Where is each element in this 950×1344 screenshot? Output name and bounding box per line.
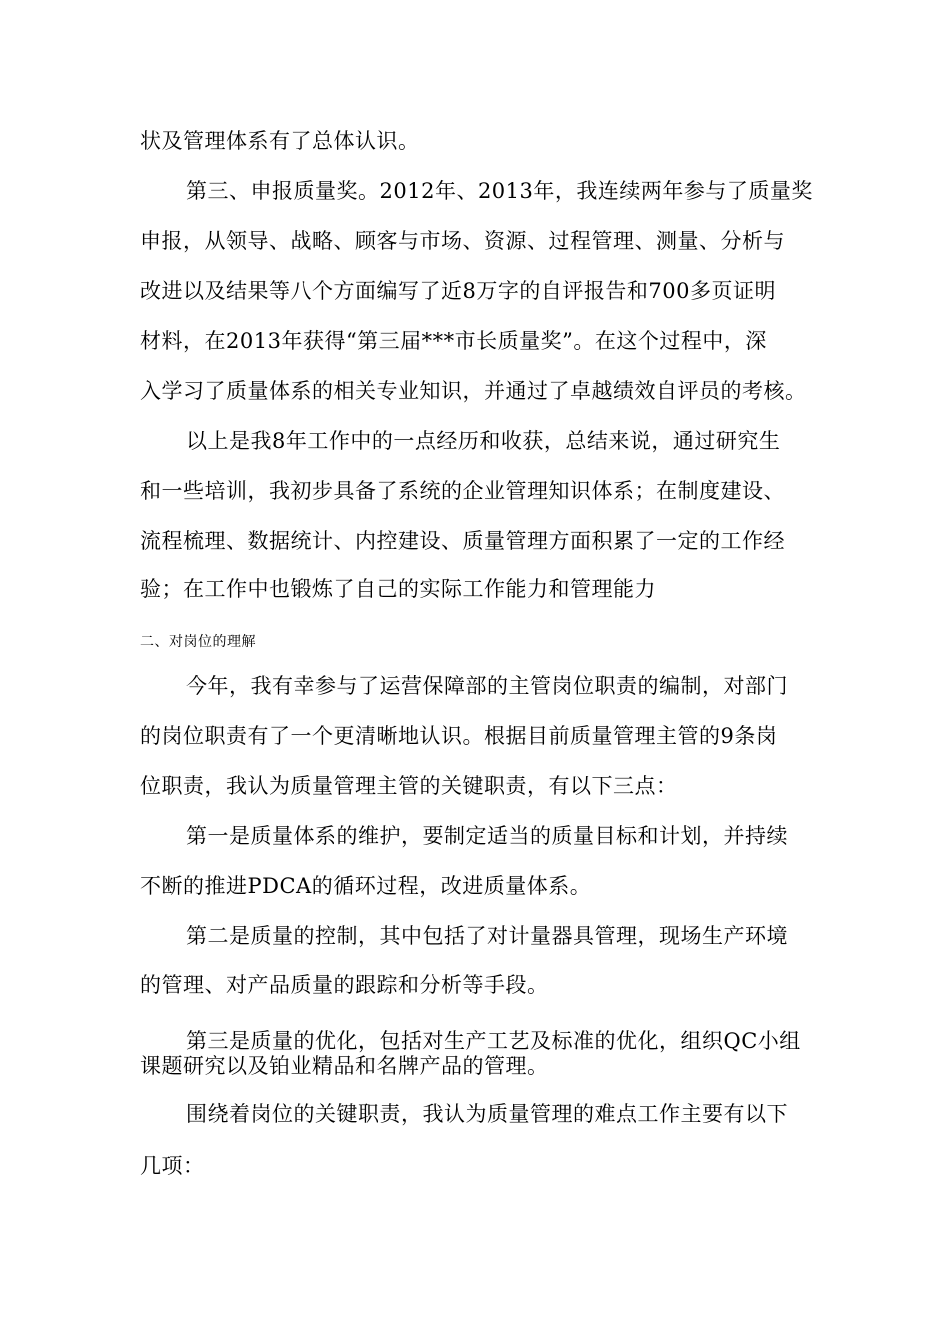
text-line: 不断的推进PDCA的循环过程，改进质量体系。: [140, 874, 592, 898]
text-line: 第二是质量的控制，其中包括了对计量器具管理，现场生产环境: [186, 924, 788, 948]
text-line: 申报，从领导、战略、顾客与市场、资源、过程管理、测量、分析与: [140, 229, 785, 253]
text-line: 流程梳理、数据统计、内控建设、质量管理方面积累了一定的工作经: [140, 529, 785, 553]
text-line: 围绕着岗位的关键职责，我认为质量管理的难点工作主要有以下: [186, 1102, 788, 1126]
text-line: 改进以及结果等八个方面编写了近8万字的自评报告和700多页证明: [140, 279, 776, 303]
text-line: 第三是质量的优化，包括对生产工艺及标准的优化，组织QC小组: [186, 1029, 801, 1053]
section-heading: 二、对岗位的理解: [140, 634, 256, 650]
text-line: 以上是我8年工作中的一点经历和收获，总结来说，通过研究生: [186, 429, 781, 453]
text-line: 位职责，我认为质量管理主管的关键职责，有以下三点：: [140, 774, 678, 798]
text-line: 的岗位职责有了一个更清晰地认识。根据目前质量管理主管的9条岗: [140, 724, 778, 748]
text-line: 课题研究以及铂业精品和名牌产品的管理。: [140, 1054, 549, 1078]
text-line: 材料，在2013年获得“第三届***市长质量奖”。在这个过程中，深: [140, 329, 767, 353]
text-line: 第三、申报质量奖。2012年、2013年，我连续两年参与了质量奖: [186, 179, 813, 203]
text-line: 今年，我有幸参与了运营保障部的主管岗位职责的编制，对部门: [186, 674, 788, 698]
text-line: 入学习了质量体系的相关专业知识，并通过了卓越绩效自评员的考核。: [140, 379, 807, 403]
text-line: 验；在工作中也锻炼了自己的实际工作能力和管理能力: [140, 577, 656, 601]
text-line: 第一是质量体系的维护，要制定适当的质量目标和计划，并持续: [186, 824, 788, 848]
text-line: 几项：: [140, 1154, 205, 1178]
text-line: 和一些培训，我初步具备了系统的企业管理知识体系；在制度建设、: [140, 479, 785, 503]
text-line: 状及管理体系有了总体认识。: [140, 129, 420, 153]
text-line: 的管理、对产品质量的跟踪和分析等手段。: [140, 973, 549, 997]
